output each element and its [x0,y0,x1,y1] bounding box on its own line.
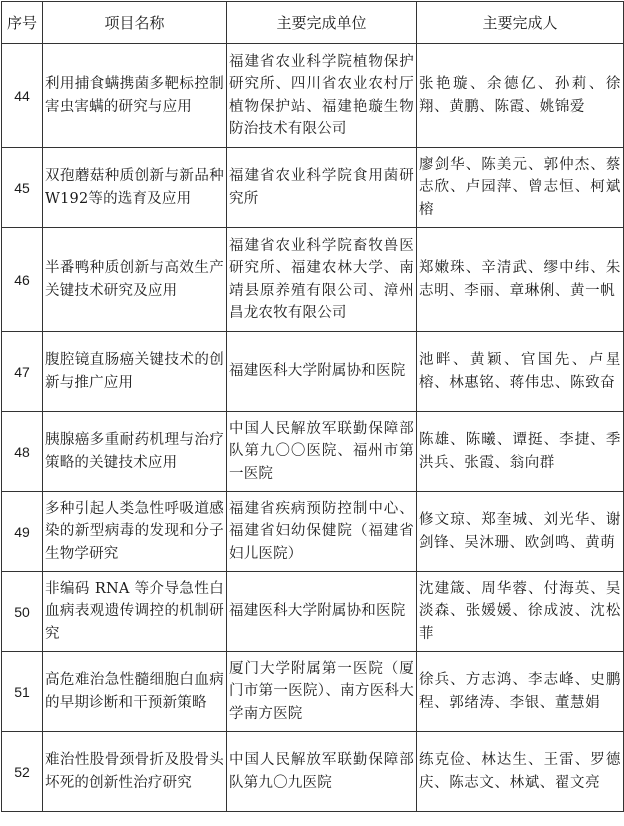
row-number: 47 [2,332,43,412]
header-serial: 序号 [2,2,43,44]
row-number: 51 [2,652,43,732]
completion-persons: 练克俭、林达生、王雷、罗德庆、陈志文、林斌、翟文亮 [417,732,624,812]
completion-units: 福建省农业科学院植物保护研究所、四川省农业农村厅植物保护站、福建艳璇生物防治技术有限公司 [227,44,417,148]
completion-persons: 廖剑华、陈美元、郭仲杰、蔡志欣、卢园萍、曾志恒、柯斌榕 [417,148,624,228]
row-number: 46 [2,228,43,332]
project-name: 高危难治急性髓细胞白血病的早期诊断和干预新策略 [43,652,227,732]
project-name: 胰腺癌多重耐药机理与治疗策略的关键技术应用 [43,412,227,492]
table-row [2,412,624,492]
awards-table [1,1,624,812]
project-name: 非编码 RNA 等介导急性白血病表观遗传调控的机制研究 [43,572,227,652]
completion-persons: 池畔、黄颖、官国先、卢星榕、林惠铭、蒋伟忠、陈致奋 [417,332,624,412]
project-name: 双孢蘑菇种质创新与新品种W192等的选育及应用 [43,148,227,228]
row-number: 52 [2,732,43,812]
header-main-persons: 主要完成人 [417,2,624,44]
row-number: 50 [2,572,43,652]
table-row [2,492,624,572]
table-row [2,44,624,148]
project-name: 利用捕食螨携菌多靶标控制害虫害螨的研究与应用 [43,44,227,148]
project-name: 腹腔镜直肠癌关键技术的创新与推广应用 [43,332,227,412]
completion-units: 福建医科大学附属协和医院 [227,332,417,412]
completion-persons: 陈雄、陈曦、谭挺、李捷、季洪兵、张霞、翁向群 [417,412,624,492]
completion-persons: 修文琼、郑奎城、刘光华、谢剑锋、吴沐珊、欧剑鸣、黄萌 [417,492,624,572]
completion-persons: 徐兵、方志鸿、李志峰、史鹏程、郭绪涛、李银、董慧娟 [417,652,624,732]
row-number: 44 [2,44,43,148]
header-project-name: 项目名称 [43,2,227,44]
completion-units: 中国人民解放军联勤保障部队第九〇九医院 [227,732,417,812]
table-row [2,652,624,732]
project-name: 难治性股骨颈骨折及股骨头坏死的创新性治疗研究 [43,732,227,812]
table-row [2,148,624,228]
row-number: 48 [2,412,43,492]
row-number: 45 [2,148,43,228]
project-name: 半番鸭种质创新与高效生产关键技术研究及应用 [43,228,227,332]
header-main-units: 主要完成单位 [227,2,417,44]
project-name: 多种引起人类急性呼吸道感染的新型病毒的发现和分子生物学研究 [43,492,227,572]
completion-persons: 张艳璇、余德亿、孙莉、徐翔、黄鹏、陈霞、姚锦爱 [417,44,624,148]
completion-persons: 沈建箴、周华蓉、付海英、吴淡森、张媛媛、徐成波、沈松菲 [417,572,624,652]
completion-units: 厦门大学附属第一医院（厦门市第一医院）、南方医科大学南方医院 [227,652,417,732]
row-number: 49 [2,492,43,572]
completion-units: 福建省农业科学院畜牧兽医研究所、福建农林大学、南靖县原养殖有限公司、漳州昌龙农牧有限公司 [227,228,417,332]
table-row [2,572,624,652]
table-row [2,228,624,332]
completion-units: 中国人民解放军联勤保障部队第九〇〇医院、福州市第一医院 [227,412,417,492]
table-row [2,732,624,812]
completion-units: 福建医科大学附属协和医院 [227,572,417,652]
completion-persons: 郑嫩珠、辛清武、缪中纬、朱志明、李丽、章琳俐、黄一帆 [417,228,624,332]
header-row [2,2,624,44]
table-row [2,332,624,412]
completion-units: 福建省农业科学院食用菌研究所 [227,148,417,228]
completion-units: 福建省疾病预防控制中心、福建省妇幼保健院（福建省妇儿医院） [227,492,417,572]
